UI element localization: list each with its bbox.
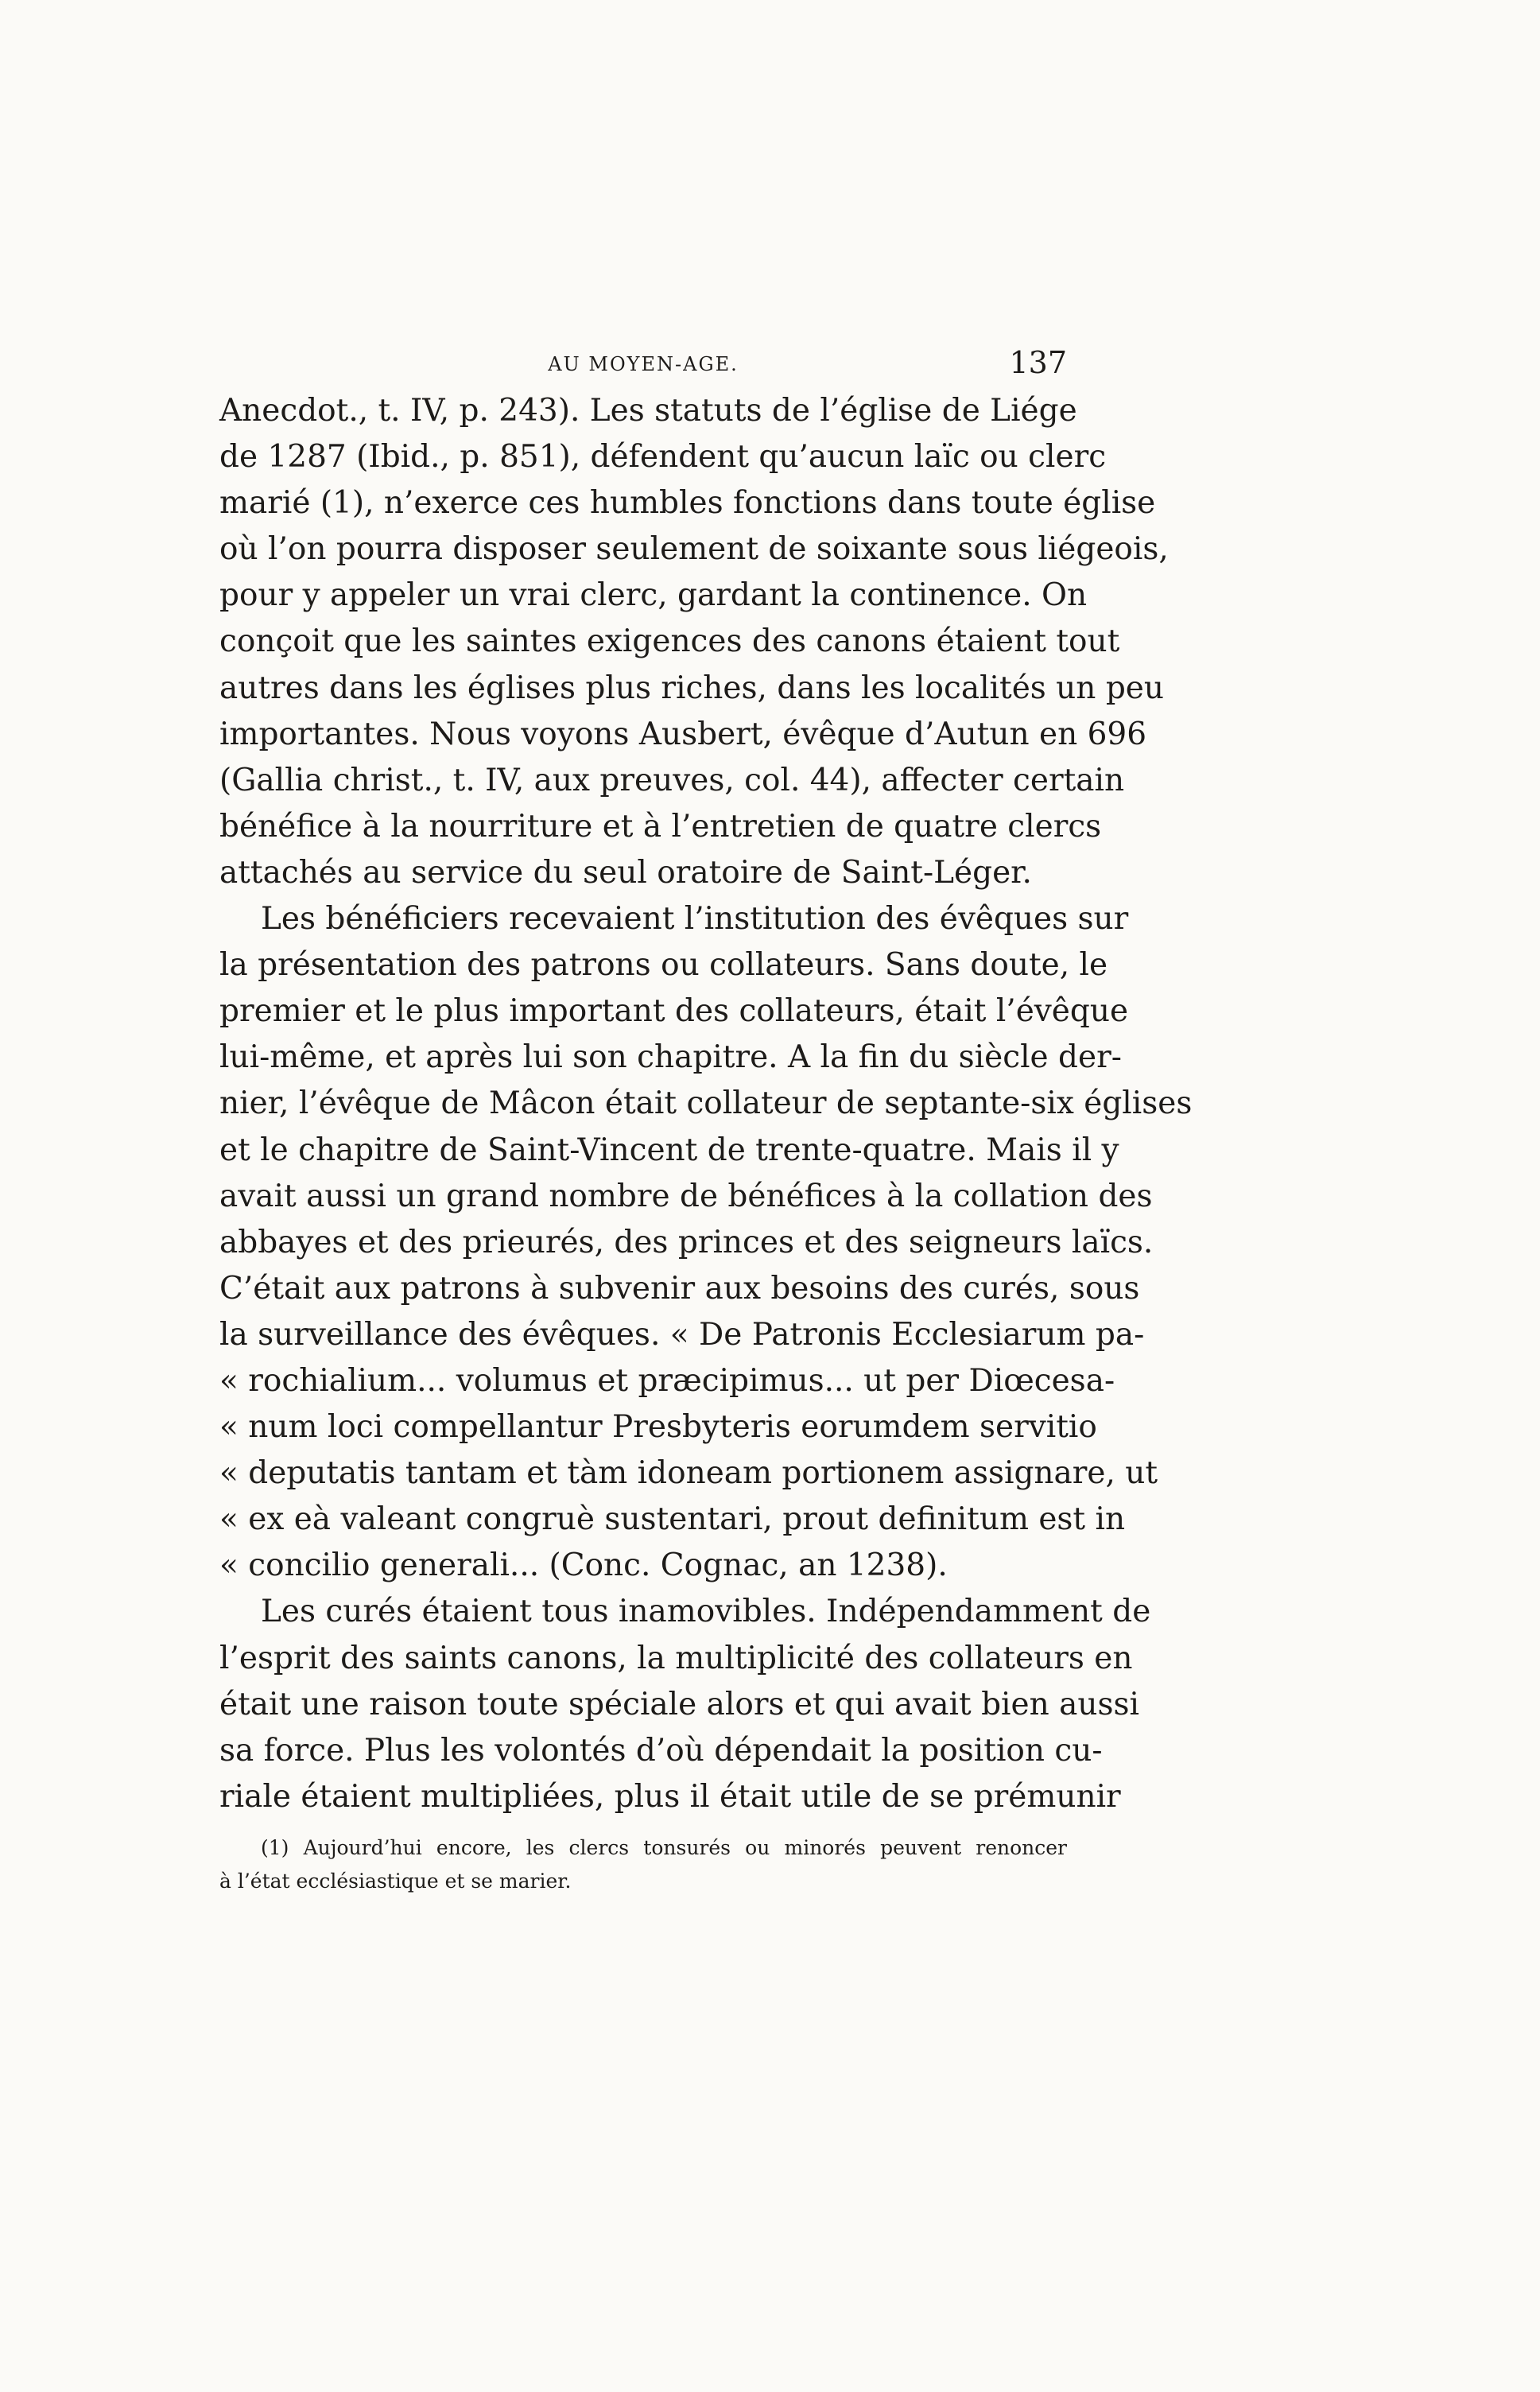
text-line: lui-même, et après lui son chapitre. A la fin du siècle der- bbox=[219, 1039, 1122, 1076]
text-line: l’esprit des saints canons, la multiplicité des collateurs en bbox=[219, 1640, 1133, 1676]
text-line: Les bénéficiers recevaient l’institution des évêques sur bbox=[261, 901, 1129, 938]
text-line: importantes. Nous voyons Ausbert, évêque d’Autun en 696 bbox=[219, 716, 1147, 752]
text-line: C’était aux patrons à subvenir aux besoins des curés, sous bbox=[219, 1270, 1140, 1307]
text-line: bénéfice à la nourriture et à l’entretien de quatre clercs bbox=[219, 808, 1102, 845]
text-line: « concilio generali... (Conc. Cognac, an 1238). bbox=[219, 1547, 948, 1584]
text-line: (Gallia christ., t. IV, aux preuves, col. 44), affecter certain bbox=[219, 762, 1125, 798]
book-page bbox=[219, 342, 1193, 2044]
text-line: où l’on pourra disposer seulement de soixante sous liégeois, bbox=[219, 531, 1169, 568]
text-line: était une raison toute spéciale alors et qui avait bien aussi bbox=[219, 1686, 1139, 1722]
text-line: Les curés étaient tous inamovibles. Indépendamment de bbox=[261, 1594, 1151, 1630]
text-line: « rochialium... volumus et præcipimus... ut per Diœcesa- bbox=[219, 1362, 1115, 1399]
text-line: pour y appeler un vrai clerc, gardant la continence. On bbox=[219, 577, 1088, 614]
text-line: et le chapitre de Saint-Vincent de trente-quatre. Mais il y bbox=[219, 1132, 1119, 1168]
text-line: sa force. Plus les volontés d’où dépendait la position cu- bbox=[219, 1732, 1103, 1769]
text-line: de 1287 (Ibid., p. 851), défendent qu’aucun laïc ou clerc bbox=[219, 439, 1107, 476]
body-text bbox=[219, 388, 1193, 1820]
text-line: attachés au service du seul oratoire de Saint-Léger. bbox=[219, 854, 1032, 891]
text-line: « ex eà valeant congruè sustentari, prout definitum est in bbox=[219, 1501, 1126, 1538]
footnotes bbox=[219, 1831, 1067, 1898]
text-line: la présentation des patrons ou collateurs. Sans doute, le bbox=[219, 947, 1108, 984]
text-line: Anecdot., t. IV, p. 243). Les statuts de l’église de Liége bbox=[219, 393, 1077, 429]
text-line: « num loci compellantur Presbyteris eorumdem servitio bbox=[219, 1409, 1097, 1446]
running-title: AU MOYEN-AGE. bbox=[548, 353, 739, 375]
text-line: marié (1), n’exerce ces humbles fonctions dans toute église bbox=[219, 485, 1156, 522]
text-line: abbayes et des prieurés, des princes et des seigneurs laïcs. bbox=[219, 1224, 1154, 1260]
text-line: autres dans les églises plus riches, dans les localités un peu bbox=[219, 670, 1164, 706]
text-line: premier et le plus important des collateurs, était l’évêque bbox=[219, 993, 1129, 1030]
text-line: nier, l’évêque de Mâcon était collateur de septante-six églises bbox=[219, 1085, 1193, 1122]
running-head bbox=[219, 342, 1067, 388]
page-number: 137 bbox=[1009, 345, 1067, 380]
text-line: avait aussi un grand nombre de bénéfices à la collation des bbox=[219, 1178, 1153, 1214]
footnote-line: à l’état ecclésiastique et se marier. bbox=[219, 1869, 572, 1893]
text-line: riale étaient multipliées, plus il était utile de se prémunir bbox=[219, 1778, 1121, 1815]
footnote-line: (1) Aujourd’hui encore, les clercs tonsurés ou minorés peuvent renoncer bbox=[261, 1835, 1067, 1859]
text-line: la surveillance des évêques. « De Patronis Ecclesiarum pa- bbox=[219, 1316, 1145, 1353]
text-line: « deputatis tantam et tàm idoneam portionem assignare, ut bbox=[219, 1455, 1158, 1492]
text-line: conçoit que les saintes exigences des canons étaient tout bbox=[219, 623, 1120, 660]
